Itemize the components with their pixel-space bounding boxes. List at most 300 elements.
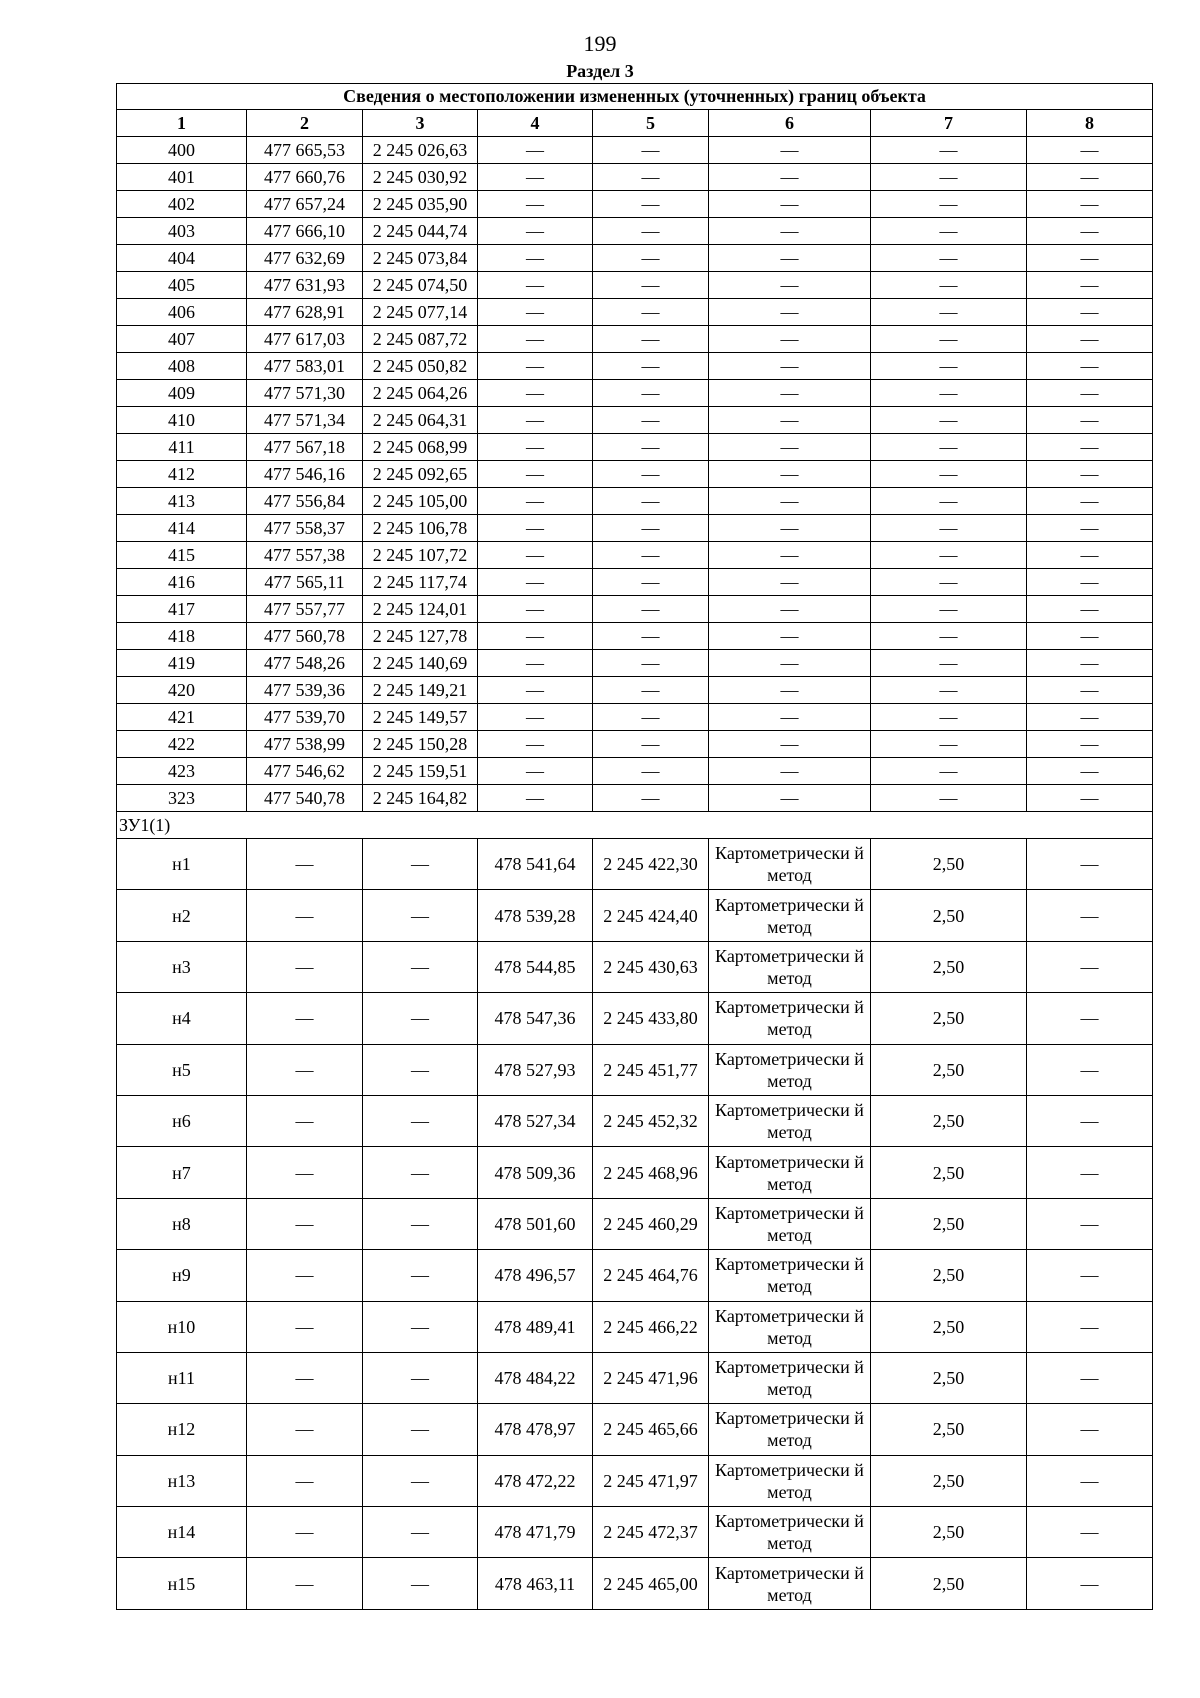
coord-y-old: 2 245 064,26 bbox=[363, 380, 478, 407]
table-row bbox=[117, 704, 1153, 731]
cell-empty: — bbox=[709, 434, 871, 461]
point-number: 404 bbox=[117, 245, 247, 272]
cell-empty: — bbox=[871, 569, 1027, 596]
coord-y-new: 2 245 464,76 bbox=[593, 1250, 709, 1301]
method-cell: Картометрически й метод bbox=[709, 1352, 871, 1403]
accuracy-cell: 2,50 bbox=[871, 1095, 1027, 1146]
column-number-row bbox=[117, 110, 1153, 137]
coord-x-old: 477 548,26 bbox=[247, 650, 363, 677]
cell-empty: — bbox=[593, 731, 709, 758]
point-number: н9 bbox=[117, 1250, 247, 1301]
cell-empty: — bbox=[247, 1044, 363, 1095]
coord-x-new: 478 472,22 bbox=[478, 1455, 593, 1506]
coord-x-new: 478 541,64 bbox=[478, 839, 593, 890]
cell-empty: — bbox=[363, 839, 478, 890]
cell-empty: — bbox=[363, 890, 478, 941]
coord-y-new: 2 245 465,00 bbox=[593, 1558, 709, 1609]
cell-empty: — bbox=[709, 596, 871, 623]
cell-empty: — bbox=[1027, 461, 1153, 488]
cell-empty: — bbox=[709, 569, 871, 596]
coord-y-old: 2 245 092,65 bbox=[363, 461, 478, 488]
table-caption: Сведения о местоположении измененных (уточненных) границ объекта bbox=[117, 84, 1153, 110]
cell-empty: — bbox=[709, 461, 871, 488]
cell-empty: — bbox=[871, 596, 1027, 623]
cell-empty: — bbox=[1027, 1352, 1153, 1403]
cell-empty: — bbox=[709, 758, 871, 785]
point-number: 414 bbox=[117, 515, 247, 542]
cell-empty: — bbox=[478, 785, 593, 812]
cell-empty: — bbox=[1027, 515, 1153, 542]
cell-empty: — bbox=[478, 569, 593, 596]
cell-empty: — bbox=[1027, 677, 1153, 704]
point-number: н3 bbox=[117, 941, 247, 992]
table-row bbox=[117, 1404, 1153, 1455]
coord-x-old: 477 558,37 bbox=[247, 515, 363, 542]
method-cell: Картометрически й метод bbox=[709, 890, 871, 941]
accuracy-cell: 2,50 bbox=[871, 941, 1027, 992]
table-row bbox=[117, 1507, 1153, 1558]
cell-empty: — bbox=[478, 650, 593, 677]
cell-empty: — bbox=[363, 1095, 478, 1146]
accuracy-cell: 2,50 bbox=[871, 1352, 1027, 1403]
coord-x-old: 477 631,93 bbox=[247, 272, 363, 299]
cell-empty: — bbox=[1027, 704, 1153, 731]
group-label: ЗУ1(1) bbox=[117, 812, 1153, 839]
cell-empty: — bbox=[247, 1301, 363, 1352]
table-row bbox=[117, 1198, 1153, 1249]
cell-empty: — bbox=[593, 191, 709, 218]
cell-empty: — bbox=[593, 704, 709, 731]
cell-empty: — bbox=[871, 785, 1027, 812]
coord-x-old: 477 665,53 bbox=[247, 137, 363, 164]
cell-empty: — bbox=[363, 1301, 478, 1352]
cell-empty: — bbox=[478, 731, 593, 758]
cell-empty: — bbox=[871, 380, 1027, 407]
cell-empty: — bbox=[247, 1558, 363, 1609]
table-row bbox=[117, 569, 1153, 596]
cell-empty: — bbox=[1027, 1198, 1153, 1249]
cell-empty: — bbox=[1027, 164, 1153, 191]
cell-empty: — bbox=[1027, 993, 1153, 1044]
accuracy-cell: 2,50 bbox=[871, 1250, 1027, 1301]
cell-empty: — bbox=[709, 272, 871, 299]
cell-empty: — bbox=[871, 488, 1027, 515]
cell-empty: — bbox=[593, 434, 709, 461]
cell-empty: — bbox=[871, 542, 1027, 569]
cell-empty: — bbox=[593, 461, 709, 488]
point-number: 423 bbox=[117, 758, 247, 785]
cell-empty: — bbox=[478, 353, 593, 380]
cell-empty: — bbox=[871, 434, 1027, 461]
cell-empty: — bbox=[709, 245, 871, 272]
point-number: н5 bbox=[117, 1044, 247, 1095]
cell-empty: — bbox=[871, 326, 1027, 353]
cell-empty: — bbox=[1027, 434, 1153, 461]
point-number: 402 bbox=[117, 191, 247, 218]
table-row bbox=[117, 758, 1153, 785]
accuracy-cell: 2,50 bbox=[871, 839, 1027, 890]
cell-empty: — bbox=[593, 326, 709, 353]
accuracy-cell: 2,50 bbox=[871, 1198, 1027, 1249]
coord-y-old: 2 245 035,90 bbox=[363, 191, 478, 218]
cell-empty: — bbox=[247, 1250, 363, 1301]
cell-empty: — bbox=[871, 299, 1027, 326]
coord-y-old: 2 245 149,57 bbox=[363, 704, 478, 731]
cell-empty: — bbox=[1027, 839, 1153, 890]
column-number: 6 bbox=[709, 110, 871, 137]
cell-empty: — bbox=[871, 461, 1027, 488]
coord-x-old: 477 628,91 bbox=[247, 299, 363, 326]
cell-empty: — bbox=[363, 1507, 478, 1558]
cell-empty: — bbox=[871, 407, 1027, 434]
table-row bbox=[117, 434, 1153, 461]
cell-empty: — bbox=[871, 218, 1027, 245]
coord-x-old: 477 560,78 bbox=[247, 623, 363, 650]
cell-empty: — bbox=[478, 245, 593, 272]
cell-empty: — bbox=[1027, 326, 1153, 353]
cell-empty: — bbox=[709, 677, 871, 704]
cell-empty: — bbox=[247, 890, 363, 941]
point-number: 413 bbox=[117, 488, 247, 515]
cell-empty: — bbox=[478, 596, 593, 623]
cell-empty: — bbox=[478, 218, 593, 245]
method-cell: Картометрически й метод bbox=[709, 1095, 871, 1146]
cell-empty: — bbox=[1027, 542, 1153, 569]
cell-empty: — bbox=[709, 299, 871, 326]
method-cell: Картометрически й метод bbox=[709, 1044, 871, 1095]
coord-y-new: 2 245 433,80 bbox=[593, 993, 709, 1044]
cell-empty: — bbox=[871, 623, 1027, 650]
cell-empty: — bbox=[1027, 380, 1153, 407]
cell-empty: — bbox=[478, 299, 593, 326]
table-row bbox=[117, 542, 1153, 569]
point-number: н2 bbox=[117, 890, 247, 941]
cell-empty: — bbox=[709, 704, 871, 731]
accuracy-cell: 2,50 bbox=[871, 1147, 1027, 1198]
coord-x-old: 477 538,99 bbox=[247, 731, 363, 758]
cell-empty: — bbox=[709, 488, 871, 515]
column-number: 3 bbox=[363, 110, 478, 137]
cell-empty: — bbox=[593, 245, 709, 272]
cell-empty: — bbox=[871, 650, 1027, 677]
method-cell: Картометрически й метод bbox=[709, 1455, 871, 1506]
coord-y-old: 2 245 050,82 bbox=[363, 353, 478, 380]
coord-x-old: 477 567,18 bbox=[247, 434, 363, 461]
cell-empty: — bbox=[709, 650, 871, 677]
existing-points-body bbox=[117, 137, 1153, 812]
cell-empty: — bbox=[1027, 1095, 1153, 1146]
cell-empty: — bbox=[1027, 623, 1153, 650]
method-cell: Картометрически й метод bbox=[709, 1507, 871, 1558]
cell-empty: — bbox=[871, 137, 1027, 164]
accuracy-cell: 2,50 bbox=[871, 1507, 1027, 1558]
cell-empty: — bbox=[871, 758, 1027, 785]
point-number: 407 bbox=[117, 326, 247, 353]
coord-y-new: 2 245 460,29 bbox=[593, 1198, 709, 1249]
table-row bbox=[117, 353, 1153, 380]
cell-empty: — bbox=[1027, 488, 1153, 515]
point-number: 418 bbox=[117, 623, 247, 650]
cell-empty: — bbox=[478, 515, 593, 542]
cell-empty: — bbox=[593, 650, 709, 677]
cell-empty: — bbox=[247, 1147, 363, 1198]
accuracy-cell: 2,50 bbox=[871, 1301, 1027, 1352]
cell-empty: — bbox=[1027, 1558, 1153, 1609]
table-row bbox=[117, 677, 1153, 704]
cell-empty: — bbox=[478, 461, 593, 488]
cell-empty: — bbox=[1027, 758, 1153, 785]
cell-empty: — bbox=[871, 353, 1027, 380]
cell-empty: — bbox=[1027, 1250, 1153, 1301]
coord-x-old: 477 557,77 bbox=[247, 596, 363, 623]
point-number: н11 bbox=[117, 1352, 247, 1403]
cell-empty: — bbox=[709, 542, 871, 569]
point-number: 420 bbox=[117, 677, 247, 704]
cell-empty: — bbox=[363, 1147, 478, 1198]
cell-empty: — bbox=[871, 245, 1027, 272]
new-points-body bbox=[117, 839, 1153, 1610]
coord-y-old: 2 245 064,31 bbox=[363, 407, 478, 434]
point-number: 417 bbox=[117, 596, 247, 623]
coord-x-old: 477 546,16 bbox=[247, 461, 363, 488]
cell-empty: — bbox=[1027, 1147, 1153, 1198]
coord-x-old: 477 557,38 bbox=[247, 542, 363, 569]
coord-x-new: 478 463,11 bbox=[478, 1558, 593, 1609]
cell-empty: — bbox=[247, 1198, 363, 1249]
cell-empty: — bbox=[478, 704, 593, 731]
cell-empty: — bbox=[709, 218, 871, 245]
cell-empty: — bbox=[1027, 1404, 1153, 1455]
coord-x-old: 477 539,36 bbox=[247, 677, 363, 704]
cell-empty: — bbox=[593, 380, 709, 407]
table-row bbox=[117, 461, 1153, 488]
table-row bbox=[117, 1352, 1153, 1403]
coord-y-new: 2 245 465,66 bbox=[593, 1404, 709, 1455]
cell-empty: — bbox=[871, 704, 1027, 731]
cell-empty: — bbox=[593, 596, 709, 623]
accuracy-cell: 2,50 bbox=[871, 890, 1027, 941]
table-row bbox=[117, 1147, 1153, 1198]
cell-empty: — bbox=[1027, 272, 1153, 299]
coord-y-old: 2 245 074,50 bbox=[363, 272, 478, 299]
cell-empty: — bbox=[593, 407, 709, 434]
accuracy-cell: 2,50 bbox=[871, 1455, 1027, 1506]
table-row bbox=[117, 785, 1153, 812]
coord-y-new: 2 245 452,32 bbox=[593, 1095, 709, 1146]
cell-empty: — bbox=[871, 272, 1027, 299]
coord-x-old: 477 657,24 bbox=[247, 191, 363, 218]
cell-empty: — bbox=[593, 677, 709, 704]
accuracy-cell: 2,50 bbox=[871, 993, 1027, 1044]
cell-empty: — bbox=[593, 164, 709, 191]
cell-empty: — bbox=[593, 488, 709, 515]
method-cell: Картометрически й метод bbox=[709, 1147, 871, 1198]
coord-y-new: 2 245 471,96 bbox=[593, 1352, 709, 1403]
column-number: 7 bbox=[871, 110, 1027, 137]
cell-empty: — bbox=[1027, 353, 1153, 380]
coord-x-old: 477 632,69 bbox=[247, 245, 363, 272]
method-cell: Картометрически й метод bbox=[709, 1404, 871, 1455]
coord-y-old: 2 245 149,21 bbox=[363, 677, 478, 704]
cell-empty: — bbox=[871, 731, 1027, 758]
method-cell: Картометрически й метод bbox=[709, 839, 871, 890]
cell-empty: — bbox=[478, 272, 593, 299]
cell-empty: — bbox=[1027, 407, 1153, 434]
accuracy-cell: 2,50 bbox=[871, 1044, 1027, 1095]
cell-empty: — bbox=[709, 731, 871, 758]
cell-empty: — bbox=[478, 677, 593, 704]
accuracy-cell: 2,50 bbox=[871, 1558, 1027, 1609]
coord-y-old: 2 245 073,84 bbox=[363, 245, 478, 272]
coord-x-old: 477 666,10 bbox=[247, 218, 363, 245]
method-cell: Картометрически й метод bbox=[709, 1198, 871, 1249]
coord-x-new: 478 484,22 bbox=[478, 1352, 593, 1403]
coord-y-new: 2 245 472,37 bbox=[593, 1507, 709, 1558]
cell-empty: — bbox=[247, 1404, 363, 1455]
table-row bbox=[117, 731, 1153, 758]
cell-empty: — bbox=[1027, 245, 1153, 272]
cell-empty: — bbox=[709, 380, 871, 407]
coord-y-old: 2 245 087,72 bbox=[363, 326, 478, 353]
coord-y-new: 2 245 424,40 bbox=[593, 890, 709, 941]
coord-x-old: 477 539,70 bbox=[247, 704, 363, 731]
section-title: Раздел 3 bbox=[566, 61, 634, 81]
cell-empty: — bbox=[363, 1352, 478, 1403]
coord-y-old: 2 245 124,01 bbox=[363, 596, 478, 623]
point-number: н7 bbox=[117, 1147, 247, 1198]
coord-x-old: 477 571,34 bbox=[247, 407, 363, 434]
coord-x-new: 478 509,36 bbox=[478, 1147, 593, 1198]
cell-empty: — bbox=[709, 353, 871, 380]
cell-empty: — bbox=[1027, 218, 1153, 245]
coord-x-new: 478 547,36 bbox=[478, 993, 593, 1044]
table-row bbox=[117, 1044, 1153, 1095]
coord-y-old: 2 245 164,82 bbox=[363, 785, 478, 812]
point-number: 419 bbox=[117, 650, 247, 677]
table-row bbox=[117, 380, 1153, 407]
cell-empty: — bbox=[1027, 890, 1153, 941]
method-cell: Картометрически й метод bbox=[709, 941, 871, 992]
cell-empty: — bbox=[593, 515, 709, 542]
cell-empty: — bbox=[363, 1250, 478, 1301]
cell-empty: — bbox=[871, 515, 1027, 542]
cell-empty: — bbox=[363, 1455, 478, 1506]
coord-x-new: 478 489,41 bbox=[478, 1301, 593, 1352]
table-row bbox=[117, 191, 1153, 218]
group-header-body bbox=[117, 812, 1153, 839]
cell-empty: — bbox=[871, 191, 1027, 218]
cell-empty: — bbox=[1027, 299, 1153, 326]
point-number: 403 bbox=[117, 218, 247, 245]
coord-x-old: 477 583,01 bbox=[247, 353, 363, 380]
coord-y-old: 2 245 068,99 bbox=[363, 434, 478, 461]
point-number: 415 bbox=[117, 542, 247, 569]
cell-empty: — bbox=[709, 191, 871, 218]
method-cell: Картометрически й метод bbox=[709, 993, 871, 1044]
coord-y-old: 2 245 140,69 bbox=[363, 650, 478, 677]
coord-y-new: 2 245 468,96 bbox=[593, 1147, 709, 1198]
coord-y-old: 2 245 044,74 bbox=[363, 218, 478, 245]
cell-empty: — bbox=[709, 326, 871, 353]
point-number: 323 bbox=[117, 785, 247, 812]
cell-empty: — bbox=[247, 993, 363, 1044]
table-row bbox=[117, 137, 1153, 164]
cell-empty: — bbox=[593, 218, 709, 245]
table-row bbox=[117, 1558, 1153, 1609]
cell-empty: — bbox=[1027, 137, 1153, 164]
coord-x-old: 477 540,78 bbox=[247, 785, 363, 812]
coord-x-old: 477 571,30 bbox=[247, 380, 363, 407]
coord-y-new: 2 245 471,97 bbox=[593, 1455, 709, 1506]
column-number: 4 bbox=[478, 110, 593, 137]
coord-y-old: 2 245 117,74 bbox=[363, 569, 478, 596]
table-row bbox=[117, 993, 1153, 1044]
cell-empty: — bbox=[363, 941, 478, 992]
table-row bbox=[117, 326, 1153, 353]
cell-empty: — bbox=[593, 272, 709, 299]
coord-x-new: 478 539,28 bbox=[478, 890, 593, 941]
point-number: 416 bbox=[117, 569, 247, 596]
cell-empty: — bbox=[478, 137, 593, 164]
cell-empty: — bbox=[363, 1198, 478, 1249]
cell-empty: — bbox=[1027, 650, 1153, 677]
table-row bbox=[117, 623, 1153, 650]
table-row bbox=[117, 164, 1153, 191]
cell-empty: — bbox=[593, 299, 709, 326]
point-number: 408 bbox=[117, 353, 247, 380]
cell-empty: — bbox=[478, 488, 593, 515]
point-number: 406 bbox=[117, 299, 247, 326]
table-row bbox=[117, 839, 1153, 890]
table-row bbox=[117, 515, 1153, 542]
point-number: 412 bbox=[117, 461, 247, 488]
coord-x-old: 477 660,76 bbox=[247, 164, 363, 191]
cell-empty: — bbox=[709, 785, 871, 812]
coord-x-old: 477 546,62 bbox=[247, 758, 363, 785]
coord-y-new: 2 245 422,30 bbox=[593, 839, 709, 890]
cell-empty: — bbox=[1027, 191, 1153, 218]
cell-empty: — bbox=[478, 434, 593, 461]
cell-empty: — bbox=[247, 1455, 363, 1506]
point-number: н4 bbox=[117, 993, 247, 1044]
coord-x-new: 478 527,34 bbox=[478, 1095, 593, 1146]
column-number: 5 bbox=[593, 110, 709, 137]
cell-empty: — bbox=[478, 623, 593, 650]
column-number: 1 bbox=[117, 110, 247, 137]
coord-x-old: 477 565,11 bbox=[247, 569, 363, 596]
point-number: 411 bbox=[117, 434, 247, 461]
group-row bbox=[117, 812, 1153, 839]
cell-empty: — bbox=[1027, 731, 1153, 758]
table-row bbox=[117, 272, 1153, 299]
table-row bbox=[117, 488, 1153, 515]
cell-empty: — bbox=[247, 1095, 363, 1146]
coord-y-new: 2 245 430,63 bbox=[593, 941, 709, 992]
table-row bbox=[117, 1301, 1153, 1352]
point-number: н1 bbox=[117, 839, 247, 890]
cell-empty: — bbox=[1027, 785, 1153, 812]
cell-empty: — bbox=[871, 164, 1027, 191]
point-number: 400 bbox=[117, 137, 247, 164]
coord-x-new: 478 544,85 bbox=[478, 941, 593, 992]
cell-empty: — bbox=[1027, 1044, 1153, 1095]
cell-empty: — bbox=[363, 993, 478, 1044]
point-number: 401 bbox=[117, 164, 247, 191]
cell-empty: — bbox=[363, 1558, 478, 1609]
coord-y-old: 2 245 127,78 bbox=[363, 623, 478, 650]
coord-x-new: 478 527,93 bbox=[478, 1044, 593, 1095]
cell-empty: — bbox=[593, 569, 709, 596]
